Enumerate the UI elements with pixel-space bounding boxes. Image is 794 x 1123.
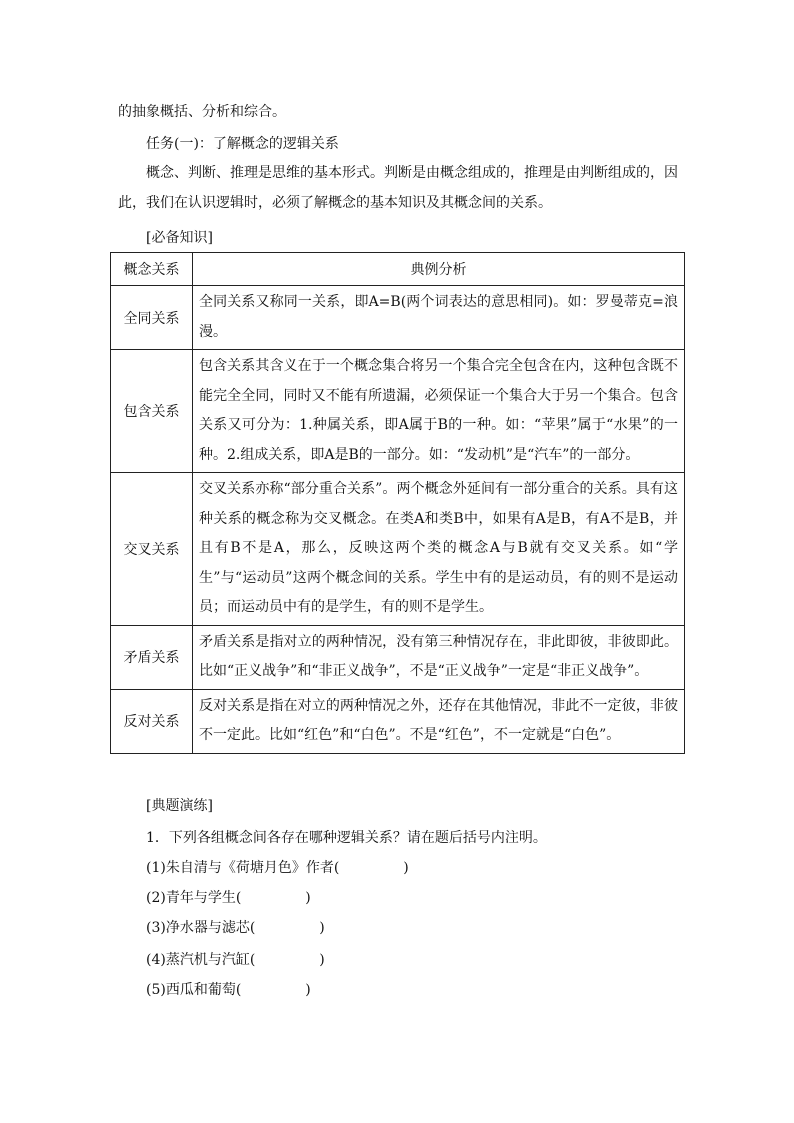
section-knowledge-heading: [必备知识] xyxy=(146,230,213,246)
table-row xyxy=(111,625,685,689)
intro-tail-text: 的抽象概括、分析和综合。 xyxy=(118,104,286,120)
relation-name: 矛盾关系 xyxy=(111,625,193,689)
relation-desc: 全同关系又称同一关系，即A=B(两个词表达的意思相同)。如：罗曼蒂克=浪漫。 xyxy=(193,286,685,350)
question-text: 1．下列各组概念间各存在哪种逻辑关系？请在题后括号内注明。 xyxy=(146,830,547,846)
relation-desc: 交叉关系亦称“部分重合关系”。两个概念外延间有一部分重合的关系。具有这种关系的概念称为交叉概念。在类A和类B中，如果有A是B，有A不是B，并且有B不是A，那么，反映这两个类的概念A与B就有交叉关系。如“学生”与“运动员”这两个概念间的关系。学生中有的是运动员，有的则不是运动员；而运动员中有的是学生，有的则不是学生。 xyxy=(193,473,685,626)
item-text: (2)青年与学生( xyxy=(146,890,242,906)
relation-name: 反对关系 xyxy=(111,689,193,753)
relation-name: 全同关系 xyxy=(111,286,193,350)
relation-desc: 矛盾关系是指对立的两种情况，没有第三种情况存在，非此即彼，非彼即此。比如“正义战争”和“非正义战争”，不是“正义战争”一定是“非正义战争”。 xyxy=(193,625,685,689)
section-practice-heading: [典题演练] xyxy=(146,798,213,814)
list-item xyxy=(146,950,325,970)
list-item xyxy=(146,980,311,1000)
header-analysis: 典例分析 xyxy=(193,253,685,286)
list-item xyxy=(146,888,311,908)
table-row xyxy=(111,286,685,350)
header-relation: 概念关系 xyxy=(111,253,193,286)
concept-relations-table xyxy=(110,252,685,754)
item-text: (4)蒸汽机与汽缸( xyxy=(146,952,256,968)
close-paren: ) xyxy=(319,920,325,936)
task-paragraph: 概念、判断、推理是思维的基本形式。判断是由概念组成的，推理是由判断组成的，因此，我们在认识逻辑时，必须了解概念的基本知识及其概念间的关系。 xyxy=(118,165,678,211)
table-header-row xyxy=(111,253,685,286)
item-text: (5)西瓜和葡萄( xyxy=(146,982,242,998)
list-item xyxy=(146,918,325,938)
list-item xyxy=(146,858,409,878)
item-text: (1)朱自清与《荷塘月色》作者( xyxy=(146,860,340,876)
table-row xyxy=(111,689,685,753)
relation-name: 包含关系 xyxy=(111,350,193,473)
relation-desc: 反对关系是指在对立的两种情况之外，还存在其他情况，非此不一定彼，非彼不一定此。比如“红色”和“白色”。不是“红色”，不一定就是“白色”。 xyxy=(193,689,685,753)
close-paren: ) xyxy=(403,860,409,876)
task-title: 任务(一)：了解概念的逻辑关系 xyxy=(146,136,339,152)
close-paren: ) xyxy=(305,890,311,906)
table-row xyxy=(111,473,685,626)
close-paren: ) xyxy=(319,952,325,968)
item-text: (3)净水器与滤芯( xyxy=(146,920,256,936)
close-paren: ) xyxy=(305,982,311,998)
relation-desc: 包含关系其含义在于一个概念集合将另一个集合完全包含在内，这种包含既不能完全全同，同时又不能有所遗漏，必须保证一个集合大于另一个集合。包含关系又可分为：1.种属关系，即A属于B的一种。如：“苹果”属于“水果”的一种。2.组成关系，即A是B的一部分。如：“发动机”是“汽车”的一部分。 xyxy=(193,350,685,473)
relation-name: 交叉关系 xyxy=(111,473,193,626)
table-row xyxy=(111,350,685,473)
